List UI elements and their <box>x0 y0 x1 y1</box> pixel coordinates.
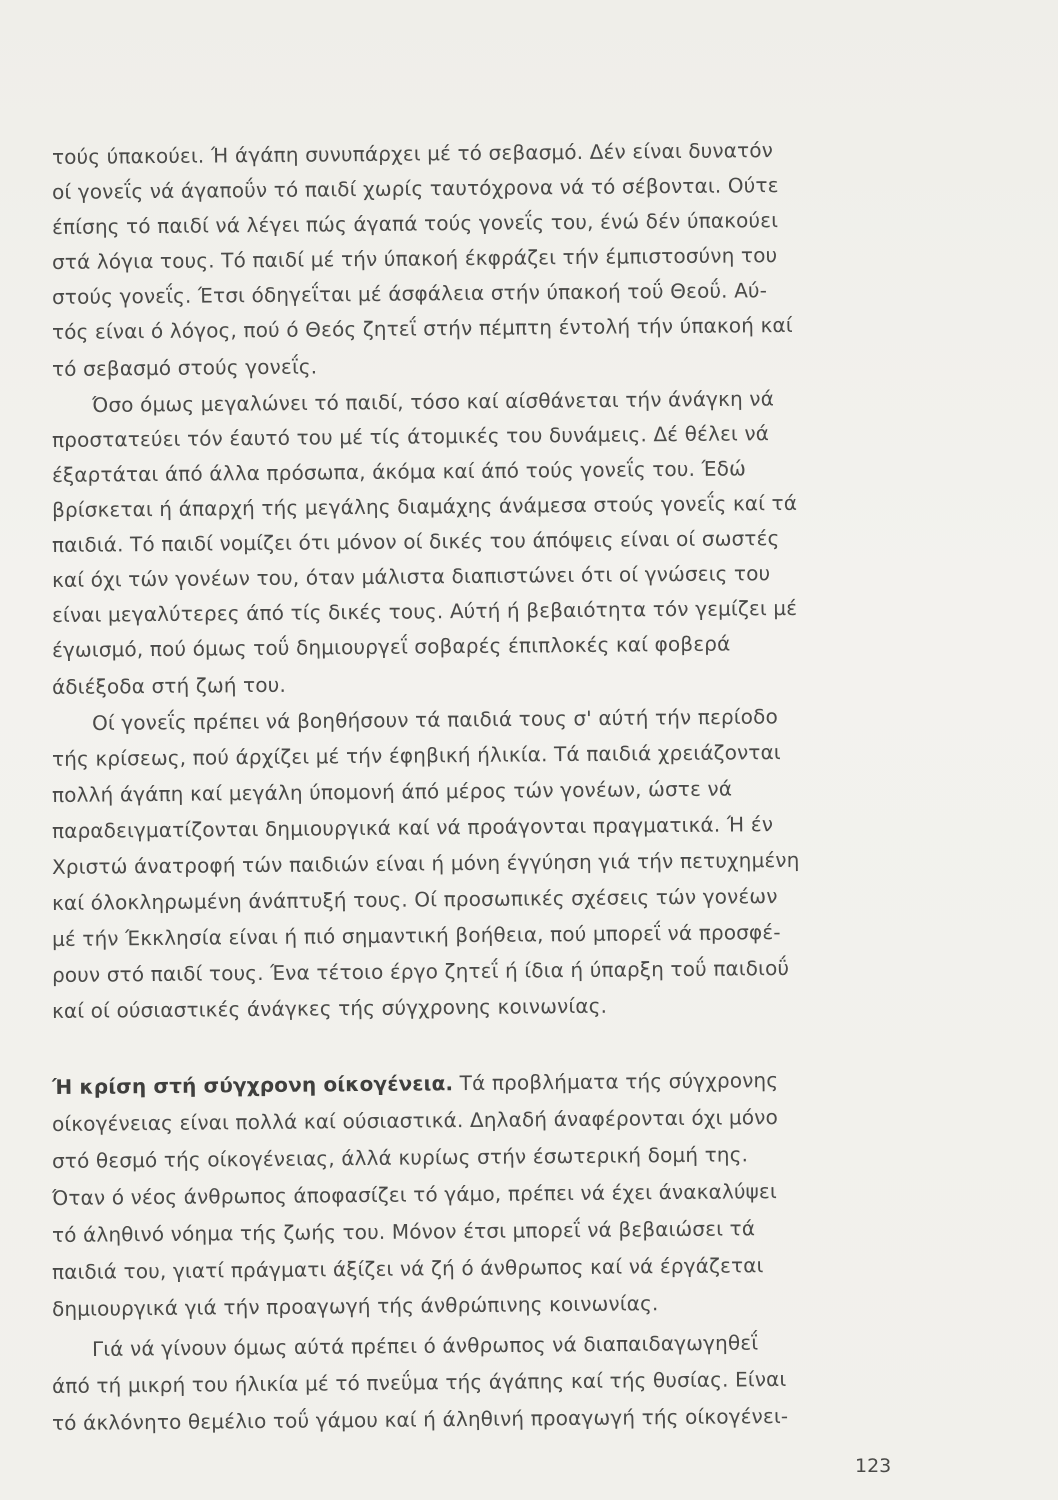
text-line: άδιέξοδα στή ζωή του. <box>51 672 287 699</box>
text-line: τό σεβασμό στούς γονεΐς. <box>51 354 318 381</box>
text-line: Γιά νά γίνουν όμως αύτά πρέπει ό άνθρωπος νά διαπαιδαγωγηθεΐ <box>91 1330 759 1361</box>
section-heading-line <box>52 1062 892 1104</box>
text-line: βρίσκεται ή άπαρχή τής μεγάλης διαμάχης άνάμεσα στούς γονεΐς καί τά <box>51 490 798 522</box>
text-line: καί όχι τών γονέων του, όταν μάλιστα διαπιστώνει ότι οί γνώσεις του <box>51 561 771 592</box>
text-line: καί όλοκληρωμένη άνάπτυξή τους. Οί προσωπικές σχέσεις τών γονέων <box>51 884 778 915</box>
text-line: Όσο όμως μεγαλώνει τό παιδί, τόσο καί αίσθάνεται τήν άνάγκη νά <box>91 386 775 417</box>
text-line: στό θεσμό τής οίκογένειας, άλλά κυρίως στήν έσωτερική δομή της. <box>51 1142 749 1173</box>
text-line: έπίσης τό παιδί νά λέγει πώς άγαπά τούς γονεΐς του, ένώ δέν ύπακούει <box>51 208 779 239</box>
text-line: Χριστώ άνατροφή τών παιδιών είναι ή μόνη έγγύηση γιά τήν πετυχημένη <box>51 847 800 879</box>
text-line: καί οί ούσιαστικές άνάγκες τής σύγχρονης κοινωνίας. <box>51 993 608 1023</box>
text-line: ρουν στό παιδί τους. Ένα τέτοιο έργο ζητεΐ ή ίδια ή ύπαρξη τοΰ παιδιοΰ <box>51 955 790 987</box>
text-line: Οί γονεΐς πρέπει νά βοηθήσουν τά παιδιά τους σ' αύτή τήν περίοδο <box>91 704 779 735</box>
text-line: πολλή άγάπη καί μεγάλη ύπομονή άπό μέρος τών γονέων, ώστε νά <box>51 776 733 807</box>
text-line: τός είναι ό λόγος, πού ό Θεός ζητεΐ στήν πέμπτη έντολή τήν ύπακοή καί <box>51 312 793 344</box>
text-line: τό άκλόνητο θεμέλιο τοΰ γάμου καί ή άληθινή προαγωγή τής οίκογένει- <box>51 1403 789 1435</box>
text-line: μέ τήν Έκκλησία είναι ή πιό σημαντική βοήθεια, πού μπορεΐ νά προσφέ- <box>51 920 781 951</box>
text-line: Όταν ό νέος άνθρωπος άποφασίζει τό γάμο, πρέπει νά έχει άνακαλύψει <box>51 1179 777 1210</box>
text-line: άπό τή μικρή του ήλικία μέ τό πνεΰμα τής άγάπης καί τής θυσίας. Είναι <box>51 1366 787 1398</box>
text-line: παιδιά. Τό παιδί νομίζει ότι μόνον οί δικές του άπόψεις είναι οί σωστές <box>51 526 780 557</box>
text-line: στά λόγια τους. Τό παιδί μέ τήν ύπακοή έκφράζει τήν έμπιστοσύνη του <box>51 243 778 274</box>
text-line: τό άληθινό νόημα τής ζωής του. Μόνον έτσι μπορεΐ νά βεβαιώσει τά <box>51 1216 756 1247</box>
text-line: παιδιά του, γιατί πράγματι άξίζει νά ζή ό άνθρωπος καί νά έργάζεται <box>51 1253 764 1284</box>
text-line: παραδειγματίζονται δημιουργικά καί νά προάγονται πραγματικά. Ή έν <box>51 812 774 843</box>
section-heading-continuation: Τά προβλήματα τής σύγχρονης <box>453 1068 779 1096</box>
text-line: είναι μεγαλύτερες άπό τίς δικές τους. Αύτή ή βεβαιότητα τόν γεμίζει μέ <box>51 595 798 627</box>
text-line: έξαρτάται άπό άλλα πρόσωπα, άκόμα καί άπό τούς γονεΐς του. Έδώ <box>51 456 747 487</box>
text-line: οί γονεΐς νά άγαποΰν τό παιδί χωρίς ταυτόχρονα νά τό σέβονται. Ούτε <box>51 173 779 204</box>
text-line: στούς γονεΐς. Έτσι όδηγεΐται μέ άσφάλεια στήν ύπακοή τοΰ Θεοΰ. Αύ- <box>51 278 768 309</box>
page-number: 123 <box>855 1455 892 1477</box>
text-line: τούς ύπακούει. Ή άγάπη συνυπάρχει μέ τό σεβασμό. Δέν είναι δυνατόν <box>51 138 774 169</box>
text-line: τής κρίσεως, πού άρχίζει μέ τήν έφηβική ήλικία. Τά παιδιά χρειάζονται <box>51 740 781 771</box>
text-line: οίκογένειας είναι πολλά καί ούσιαστικά. Δηλαδή άναφέρονται όχι μόνο <box>51 1105 779 1136</box>
text-line: δημιουργικά γιά τήν προαγωγή τής άνθρώπινης κοινωνίας. <box>51 1291 659 1321</box>
text-line: προστατεύει τόν έαυτό του μέ τίς άτομικές του δυνάμεις. Δέ θέλει νά <box>51 421 770 452</box>
section-heading: Ή κρίση στή σύγχρονη οίκογένεια. <box>51 1071 454 1099</box>
text-line: έγωισμό, πού όμως τοΰ δημιουργεΐ σοβαρές έπιπλοκές καί φοβερά <box>51 631 731 662</box>
